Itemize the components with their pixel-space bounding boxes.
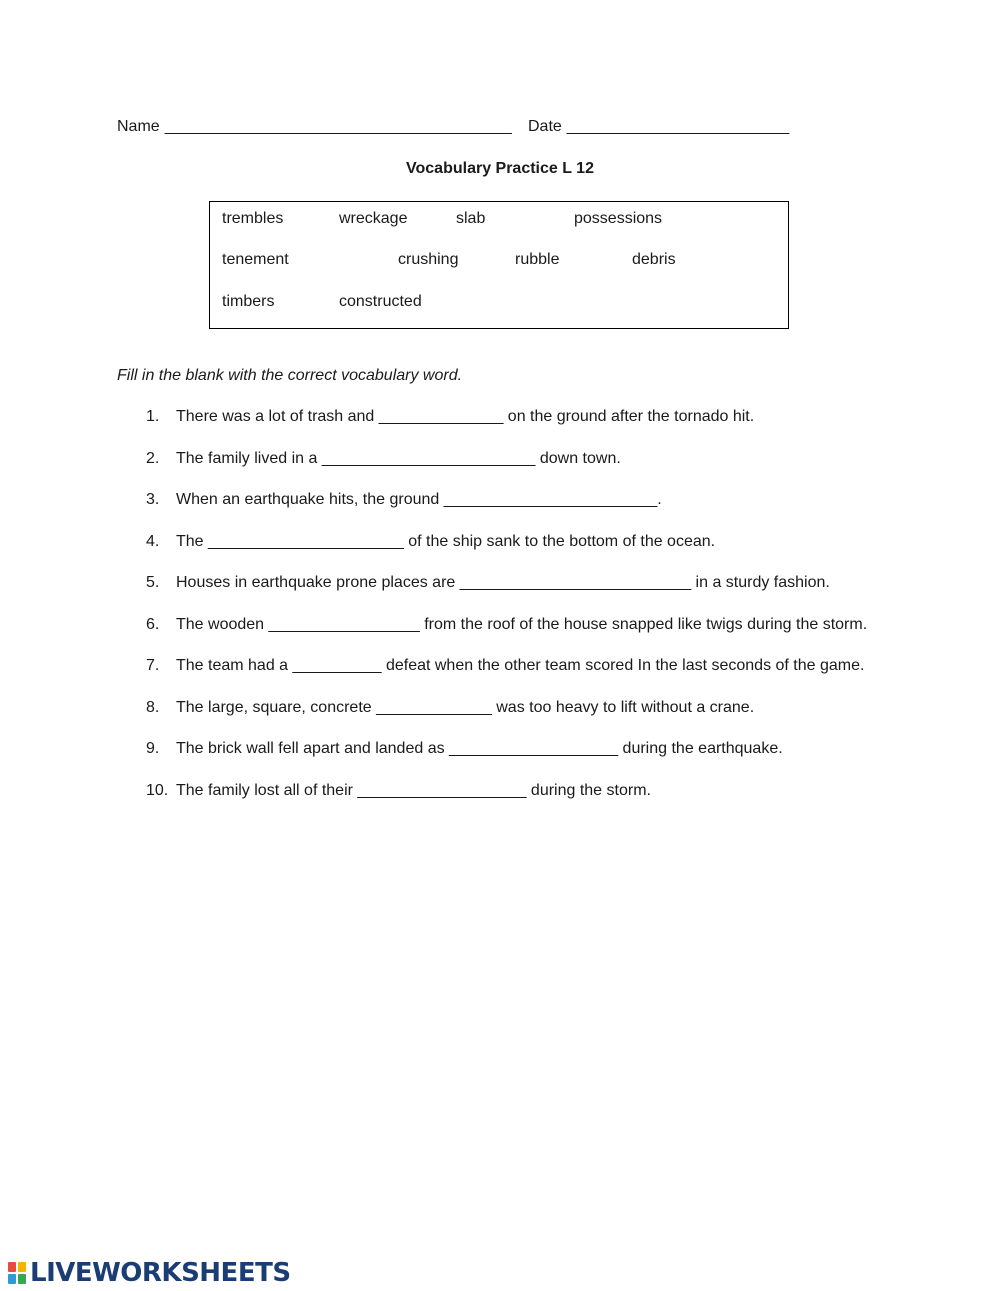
question-number: 4. (146, 532, 160, 550)
worksheet-title: Vocabulary Practice L 12 (406, 160, 594, 177)
word-bank-word: wreckage (339, 210, 408, 227)
logo-text: LIVEWORKSHEETS (30, 1258, 291, 1288)
question-item[interactable] (146, 491, 926, 533)
question-item[interactable] (146, 408, 926, 450)
question-item[interactable] (146, 699, 926, 741)
logo-block-red (8, 1262, 16, 1272)
word-bank-word: constructed (339, 293, 422, 310)
question-item[interactable] (146, 657, 926, 699)
question-number: 3. (146, 491, 160, 508)
question-item[interactable] (146, 450, 926, 492)
logo-block-yellow (18, 1262, 26, 1272)
question-number: 8. (146, 698, 160, 716)
page-header (117, 118, 817, 142)
word-bank-word: tenement (222, 251, 289, 268)
date-blank[interactable]: _________________________ (566, 118, 790, 135)
question-text: The wooden _________________ from the roof of the house snapped like twigs during the storm. (176, 615, 868, 633)
word-bank-word: rubble (515, 251, 560, 268)
question-text: The family lost all of their ___________________ during the storm. (176, 781, 651, 799)
question-text: The ______________________ of the ship sank to the bottom of the ocean. (176, 532, 716, 550)
question-item[interactable] (146, 782, 926, 824)
question-text: Houses in earthquake prone places are __________________________ in a sturdy fashion. (176, 574, 830, 591)
question-number: 1. (146, 408, 160, 425)
name-field[interactable] (117, 118, 512, 136)
question-number: 9. (146, 740, 160, 757)
question-text: There was a lot of trash and ______________ on the ground after the tornado hit. (176, 408, 755, 425)
question-number: 5. (146, 574, 160, 591)
word-bank-word: debris (632, 251, 676, 268)
liveworksheets-logo[interactable] (8, 1259, 291, 1287)
word-bank-word: trembles (222, 210, 284, 227)
logo-blocks-icon (8, 1262, 26, 1284)
date-label: Date (528, 118, 562, 135)
question-text: The family lived in a ________________________ down town. (176, 449, 621, 467)
question-item[interactable] (146, 740, 926, 782)
question-number: 2. (146, 449, 160, 467)
date-field[interactable] (528, 118, 789, 136)
word-bank-word: crushing (398, 251, 459, 268)
question-text: When an earthquake hits, the ground ________________________. (176, 491, 662, 508)
word-bank (209, 201, 789, 329)
word-bank-word: possessions (574, 210, 663, 227)
question-text: The large, square, concrete _____________ was too heavy to lift without a crane. (176, 698, 755, 716)
question-item[interactable] (146, 533, 926, 575)
logo-block-blue (8, 1274, 16, 1284)
question-number: 10. (146, 781, 169, 799)
logo-block-green (18, 1274, 26, 1284)
instructions: Fill in the blank with the correct vocabulary word. (117, 367, 463, 384)
question-item[interactable] (146, 616, 926, 658)
question-text: The team had a __________ defeat when the other team scored In the last seconds of the game. (176, 657, 865, 674)
word-bank-word: timbers (222, 293, 275, 310)
question-text: The brick wall fell apart and landed as ___________________ during the earthquake. (176, 740, 783, 757)
name-label: Name (117, 118, 160, 135)
question-list (146, 408, 926, 823)
question-number: 6. (146, 615, 160, 633)
word-bank-word: slab (456, 210, 486, 227)
question-item[interactable] (146, 574, 926, 616)
name-blank[interactable]: _______________________________________ (164, 118, 512, 135)
question-number: 7. (146, 657, 160, 674)
